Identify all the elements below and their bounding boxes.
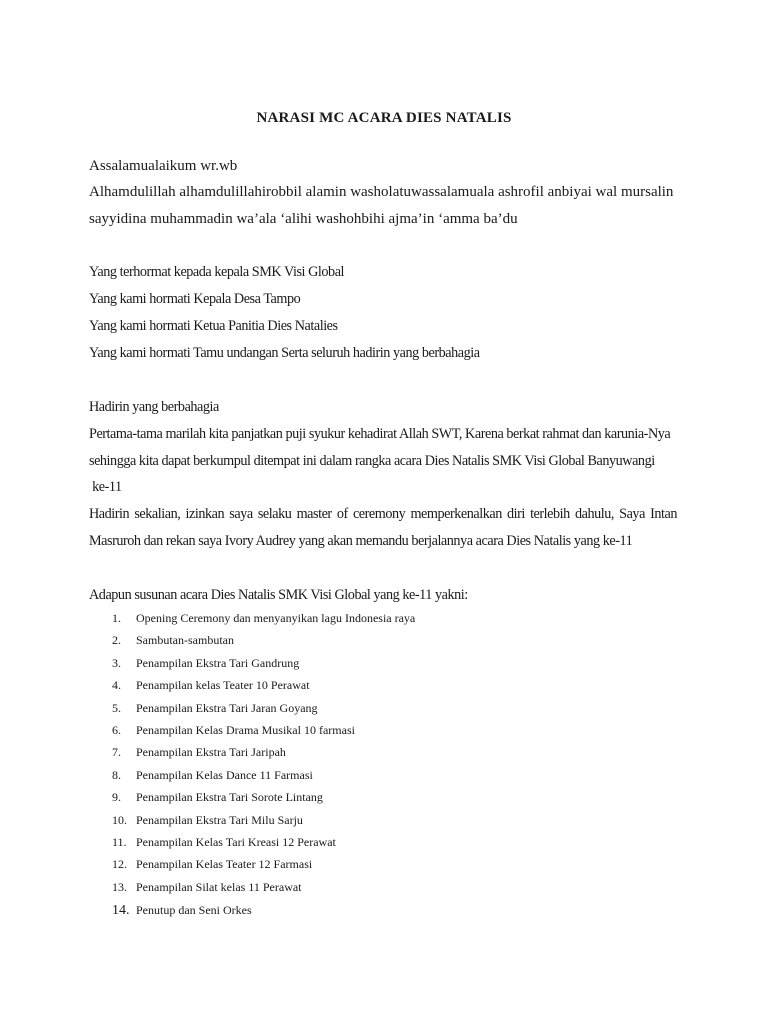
agenda-item xyxy=(112,677,310,693)
greeting-line: Yang kami hormati Tamu undangan Serta seluruh hadirin yang berbahagia xyxy=(89,345,480,361)
agenda-item xyxy=(112,655,299,671)
paragraph-line: ke-11 xyxy=(89,479,122,495)
agenda-text: Penampilan Ekstra Tari Jaripah xyxy=(136,745,286,759)
agenda-text: Penampilan Ekstra Tari Gandrung xyxy=(136,656,300,670)
agenda-item xyxy=(112,879,302,895)
opening-line: sayyidina muhammadin wa’ala ‘alihi washohbihi ajma’in ‘amma ba’du xyxy=(89,211,518,227)
agenda-number: 4. xyxy=(112,678,121,692)
agenda-item xyxy=(112,722,355,738)
agenda-number: 11. xyxy=(112,835,127,849)
agenda-text: Penutup dan Seni Orkes xyxy=(136,903,252,917)
paragraph-line: Pertama-tama marilah kita panjatkan puji syukur kehadirat Allah SWT, Karena berkat rahmat dan karunia-Nya xyxy=(89,426,671,442)
agenda-text: Sambutan-sambutan xyxy=(136,633,234,647)
agenda-number: 6. xyxy=(112,723,121,737)
agenda-text: Penampilan kelas Teater 10 Perawat xyxy=(136,678,310,692)
agenda-text: Penampilan Kelas Dance 11 Farmasi xyxy=(136,768,313,782)
agenda-number: 1. xyxy=(112,611,121,625)
agenda-text: Penampilan Kelas Teater 12 Farmasi xyxy=(136,857,313,871)
paragraph-line: Hadirin sekalian, izinkan saya selaku master of ceremony memperkenalkan diri terlebih dahulu, Saya Intan xyxy=(89,506,677,522)
agenda-text: Penampilan Kelas Drama Musikal 10 farmasi xyxy=(136,723,355,737)
agenda-item xyxy=(112,610,415,626)
agenda-text: Penampilan Ekstra Tari Sorote Lintang xyxy=(136,790,323,804)
agenda-text: Penampilan Ekstra Tari Jaran Goyang xyxy=(136,701,318,715)
agenda-item xyxy=(112,834,336,850)
document-title: NARASI MC ACARA DIES NATALIS xyxy=(256,110,512,126)
agenda-item xyxy=(112,632,234,648)
greeting-line: Yang kami hormati Ketua Panitia Dies Natalies xyxy=(89,318,338,334)
opening-greeting: Assalamualaikum wr.wb xyxy=(89,158,238,174)
agenda-item xyxy=(112,812,303,828)
body-salutation: Hadirin yang berbahagia xyxy=(89,399,219,415)
agenda-number: 5. xyxy=(112,701,121,715)
agenda-number: 12. xyxy=(112,857,127,871)
agenda-item xyxy=(112,902,252,919)
agenda-number: 14. xyxy=(112,903,130,918)
opening-line: Alhamdulillah alhamdulillahirobbil alamin washolatuwassalamuala ashrofil anbiyai wal mursalin xyxy=(89,184,674,200)
agenda-number: 8. xyxy=(112,768,121,782)
agenda-intro: Adapun susunan acara Dies Natalis SMK Visi Global yang ke-11 yakni: xyxy=(89,587,468,603)
agenda-number: 7. xyxy=(112,745,121,759)
agenda-item xyxy=(112,744,286,760)
agenda-item xyxy=(112,856,312,872)
agenda-item xyxy=(112,700,318,716)
greeting-line: Yang kami hormati Kepala Desa Tampo xyxy=(89,291,301,307)
greeting-line: Yang terhormat kepada kepala SMK Visi Global xyxy=(89,264,345,280)
agenda-item xyxy=(112,767,313,783)
agenda-number: 3. xyxy=(112,656,121,670)
agenda-number: 13. xyxy=(112,880,127,894)
agenda-text: Opening Ceremony dan menyanyikan lagu Indonesia raya xyxy=(136,611,416,625)
paragraph-line: Masruroh dan rekan saya Ivory Audrey yang akan memandu berjalannya acara Dies Natalis yang ke-11 xyxy=(89,533,633,549)
agenda-number: 9. xyxy=(112,790,121,804)
agenda-text: Penampilan Silat kelas 11 Perawat xyxy=(136,880,302,894)
agenda-number: 2. xyxy=(112,633,121,647)
agenda-text: Penampilan Ekstra Tari Milu Sarju xyxy=(136,813,303,827)
agenda-item xyxy=(112,789,323,805)
paragraph-line: sehingga kita dapat berkumpul ditempat ini dalam rangka acara Dies Natalis SMK Visi Global Banyuwangi xyxy=(89,453,655,469)
agenda-number: 10. xyxy=(112,813,127,827)
agenda-text: Penampilan Kelas Tari Kreasi 12 Perawat xyxy=(136,835,336,849)
